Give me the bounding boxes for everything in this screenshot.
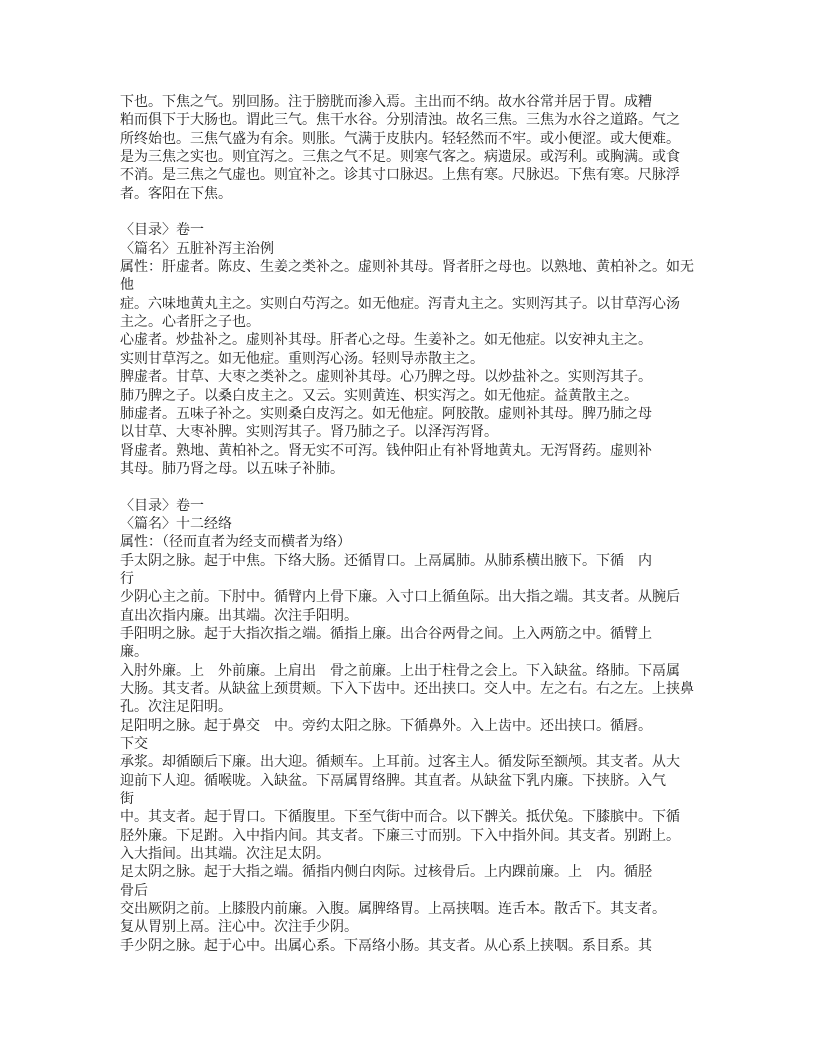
text-line: 〈目录〉卷一	[120, 223, 204, 239]
text-line: 入大指间。出其端。次注足太阴。	[120, 847, 330, 863]
text-block	[120, 94, 720, 956]
text-line: 孔。次注足阳明。	[120, 700, 232, 716]
text-line: 下交	[120, 737, 148, 753]
text-line: 足太阴之脉。起于大指之端。循指内侧白肉际。过核骨后。上内踝前廉。上 内。循胫	[120, 865, 652, 881]
text-line: 迎前下人迎。循喉咙。入缺盆。下鬲属胃络脾。其直者。从缺盆下乳内廉。下挟脐。入气	[120, 773, 666, 789]
text-line: 肺乃脾之子。以桑白皮主之。又云。实则黄连、枳实泻之。如无他症。益黄散主之。	[120, 388, 638, 404]
text-line: 下也。下焦之气。别回肠。注于膀胱而渗入焉。主出而不纳。故水谷常并居于胃。成糟	[120, 95, 652, 110]
section-wu-zang-bu-xie-zhu-zhi-li	[120, 222, 720, 479]
text-line: 是为三焦之实也。则宜泻之。三焦之气不足。则寒气客之。病遗尿。或泻利。或胸满。或食	[120, 150, 680, 166]
text-line: 入肘外廉。上 外前廉。上肩出 骨之前廉。上出于柱骨之会上。下入缺盆。络肺。下鬲属	[120, 663, 680, 679]
text-line: 大肠。其支者。从缺盆上颈贯颊。下入下齿中。还出挟口。交人中。左之右。右之左。上挟鼻	[120, 682, 694, 697]
text-line: 他	[120, 278, 134, 294]
text-line: 〈篇名〉十二经络	[120, 516, 232, 532]
text-line: 脾虚者。甘草、大枣之类补之。虚则补其母。心乃脾之母。以炒盐补之。实则泻其子。	[120, 370, 652, 386]
text-line: 属性：（径而直者为经支而横者为络）	[120, 535, 351, 551]
text-line: 行	[120, 571, 134, 587]
text-line: 承浆。却循颐后下廉。出大迎。循颊车。上耳前。过客主人。循发际至额颅。其支者。从大	[120, 755, 680, 771]
text-line: 少阴心主之前。下肘中。循臂内上骨下廉。入寸口上循鱼际。出大指之端。其支者。从腕后	[120, 590, 680, 606]
text-line: 交出厥阴之前。上膝股内前廉。入腹。属脾络胃。上鬲挟咽。连舌本。散舌下。其支者。	[120, 902, 666, 918]
text-line: 心虚者。炒盐补之。虚则补其母。肝者心之母。生姜补之。如无他症。以安神丸主之。	[120, 333, 652, 349]
text-line: 街	[120, 792, 134, 808]
text-line: 实则甘草泻之。如无他症。重则泻心汤。轻则导赤散主之。	[120, 351, 484, 367]
text-line: 胫外廉。下足跗。入中指内间。其支者。下廉三寸而别。下入中指外间。其支者。别跗上。	[120, 828, 680, 844]
text-line: 属性：肝虚者。陈皮、生姜之类补之。虚则补其母。肾者肝之母也。以熟地、黄柏补之。如无	[120, 260, 694, 276]
text-line: 〈目录〉卷一	[120, 498, 204, 514]
text-line: 手阳明之脉。起于大指次指之端。循指上廉。出合谷两骨之间。上入两筋之中。循臂上	[120, 626, 652, 642]
text-line: 者。客阳在下焦。	[120, 186, 232, 202]
text-line: 〈篇名〉五脏补泻主治例	[120, 241, 274, 257]
text-line: 不消。是三焦之气虚也。则宜补之。诊其寸口脉迟。上焦有寒。尺脉迟。下焦有寒。尺脉浮	[120, 168, 680, 184]
text-line: 以甘草、大枣补脾。实则泻其子。肾乃肺之子。以泽泻泻肾。	[120, 425, 498, 441]
text-line: 直出次指内廉。出其端。次注手阳明。	[120, 608, 358, 624]
section-shi-er-jing-luo	[120, 498, 720, 957]
text-line: 所终始也。三焦气盛为有余。则胀。气满于皮肤内。轻轻然而不牢。或小便涩。或大便难。	[120, 131, 680, 147]
text-line: 肺虚者。五味子补之。实则桑白皮泻之。如无他症。阿胶散。虚则补其母。脾乃肺之母	[120, 406, 652, 422]
section-san-jiao-paragraph	[120, 94, 720, 204]
text-line: 中。其支者。起于胃口。下循腹里。下至气街中而合。以下髀关。抵伏兔。下膝膑中。下循	[120, 810, 680, 826]
text-line: 足阳明之脉。起于鼻交 中。旁约太阳之脉。下循鼻外。入上齿中。还出挟口。循唇。	[120, 718, 652, 734]
text-line: 肾虚者。熟地、黄柏补之。肾无实不可泻。钱仲阳止有补肾地黄丸。无泻肾药。虚则补	[120, 443, 652, 459]
text-line: 骨后	[120, 883, 148, 899]
text-line: 粕而俱下于大肠也。谓此三气。焦干水谷。分别清浊。故名三焦。三焦为水谷之道路。气之	[120, 113, 680, 129]
text-line: 廉。	[120, 645, 148, 661]
text-line: 手少阴之脉。起于心中。出属心系。下鬲络小肠。其支者。从心系上挟咽。系目系。其	[120, 938, 652, 954]
text-line: 手太阴之脉。起于中焦。下络大肠。还循胃口。上鬲属肺。从肺系横出腋下。下循 内	[120, 553, 652, 569]
text-line: 复从胃别上鬲。注心中。次注手少阴。	[120, 920, 358, 936]
text-line: 主之。心者肝之子也。	[120, 315, 260, 331]
text-line: 其母。肺乃肾之母。以五味子补肺。	[120, 461, 344, 477]
text-line: 症。六味地黄丸主之。实则白芍泻之。如无他症。泻青丸主之。实则泻其子。以甘草泻心汤	[120, 296, 680, 312]
